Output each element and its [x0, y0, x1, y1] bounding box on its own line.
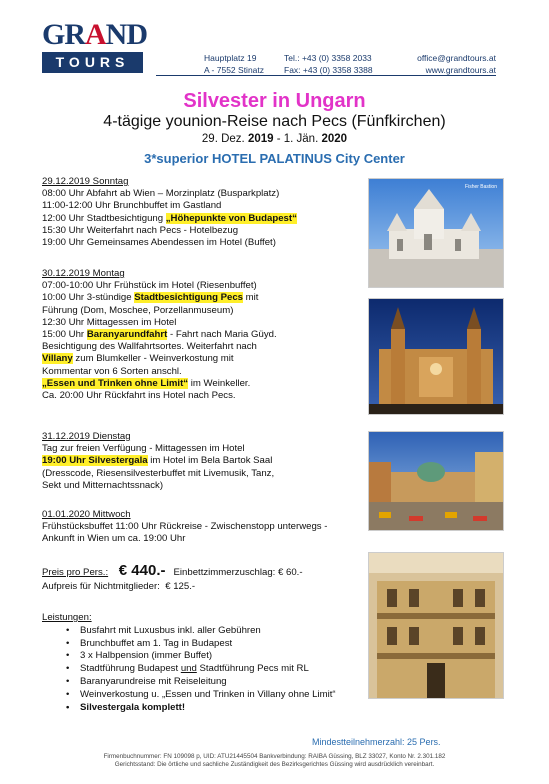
day-2-line: Besichtigung des Wallfahrtsortes. Weiterfahrt nach — [42, 341, 257, 353]
fax: Fax: +43 (0) 3358 3388 — [284, 65, 373, 75]
day-1-line: 08:00 Uhr Abfahrt ab Wien – Morzinplatz (Busparkplatz) — [42, 188, 280, 200]
min-participants: Mindestteilnehmerzahl: 25 Pers. — [312, 737, 441, 747]
day-4-block — [42, 509, 342, 546]
services-heading: Leistungen: — [42, 612, 92, 623]
day-2-block — [42, 268, 342, 402]
hotel-palatinus-photo — [368, 552, 504, 699]
day-4-heading: 01.01.2020 Mittwoch — [42, 509, 131, 520]
day-3-line: (Dresscode, Riesensilvesterbuffet mit Livemusik, Tanz, — [42, 467, 275, 479]
day-3-block — [42, 431, 342, 492]
footer-line-1: Firmenbuchnummer: FN 109098 p, UID: ATU21445504 Bankverbindung: RAIBA Güssing, BLZ 33027, Konto Nr. 2.301.182 — [103, 753, 446, 760]
footer-line-2: Gerichtsstand: Die örtliche und sachliche Zuständigkeit des Bezirksgerichtes Güssing wird ausdrücklich vereinbart. — [114, 761, 435, 768]
day-2-line: 10:00 Uhr 3-stündige Stadtbesichtigung Pecs mit — [42, 292, 259, 304]
list-item: • 3 x Halbpension (immer Buffet) — [80, 650, 336, 663]
list-item: • Busfahrt mit Luxusbus inkl. aller Gebühren — [80, 625, 336, 638]
pecs-square-photo — [368, 431, 504, 531]
day-2-line: 12:30 Uhr Mittagessen im Hotel — [42, 316, 177, 328]
price-label: Preis pro Pers.: — [42, 567, 109, 578]
day-1-block — [42, 176, 342, 249]
address-line-2: A - 7552 Stinatz — [204, 65, 265, 75]
services-list — [42, 625, 336, 715]
day-1-line: 19:00 Uhr Gemeinsames Abendessen im Hotel (Buffet) — [42, 237, 276, 249]
website[interactable]: www.grandtours.at — [425, 65, 496, 75]
day-1-line: 12:00 Uhr Stadtbesichtigung „Höhepunkte von Budapest“ — [42, 212, 297, 224]
services-block — [42, 612, 336, 714]
day-3-line: Sekt und Mitternachtssnack) — [42, 479, 164, 491]
price-block — [42, 564, 303, 594]
header-divider — [156, 75, 496, 76]
day-2-line: Villany zum Blumkeller - Weinverkostung mit — [42, 353, 234, 365]
nonmember-price: € 125.- — [165, 581, 196, 592]
list-item: • Stadtführung Budapest und Stadtführung Pecs mit RL — [80, 663, 336, 676]
day-4-line: Ankunft in Wien um ca. 19:00 Uhr — [42, 533, 186, 545]
day-2-line: Kommentar von 6 Sorten anschl. — [42, 365, 182, 377]
day-2-line: 07:00-10:00 Uhr Frühstück im Hotel (Riesenbuffet) — [42, 280, 257, 292]
day-1-line: 11:00-12:00 Uhr Brunchbuffet im Gastland — [42, 200, 222, 212]
day-3-line: 19:00 Uhr Silvestergala im Hotel im Bela Bartok Saal — [42, 455, 273, 467]
header-contact — [404, 52, 496, 76]
travel-dates: 29. Dez. 2019 - 1. Jän. 2020 — [201, 133, 348, 145]
header-address — [204, 52, 264, 76]
list-item: • Brunchbuffet am 1. Tag in Budapest — [80, 638, 336, 651]
price-amount: € 440.- — [118, 562, 166, 579]
nonmember-label: Aufpreis für Nichtmitglieder: — [42, 581, 160, 592]
day-2-line: Führung (Dom, Moschee, Porzellanmuseum) — [42, 304, 234, 316]
list-item: • Weinverkostung u. „Essen und Trinken in Villany ohne Limit“ — [80, 689, 336, 702]
photo-caption: Fisher Bastion — [465, 184, 497, 190]
email[interactable]: office@grandtours.at — [417, 53, 496, 63]
pecs-cathedral-photo — [368, 298, 504, 415]
day-2-heading: 30.12.2019 Montag — [42, 268, 125, 279]
hotel-name: 3*superior HOTEL PALATINUS City Center — [144, 151, 405, 166]
fisher-bastion-photo — [368, 178, 504, 288]
main-title: Silvester in Ungarn — [183, 90, 366, 112]
footer — [0, 753, 549, 769]
day-2-line: Ca. 20:00 Uhr Rückfahrt ins Hotel nach Pecs. — [42, 390, 236, 402]
logo-grand: GRAND — [42, 18, 148, 51]
day-3-line: Tag zur freien Verfügung - Mittagessen im Hotel — [42, 443, 245, 455]
list-item: • Silvestergala komplett! — [80, 702, 336, 715]
day-1-heading: 29.12.2019 Sonntag — [42, 176, 129, 187]
logo-tours: TOURS — [42, 52, 143, 73]
sub-title: 4-tägige younion-Reise nach Pecs (Fünfkirchen) — [103, 113, 446, 130]
phone: Tel.: +43 (0) 3358 2033 — [284, 53, 372, 63]
single-supplement: Einbettzimmerzuschlag: € 60.- — [173, 567, 303, 578]
header-phone — [284, 52, 373, 76]
address-line-1: Hauptplatz 19 — [204, 53, 257, 63]
day-3-heading: 31.12.2019 Dienstag — [42, 431, 131, 442]
day-2-line: 15:00 Uhr Baranyarundfahrt - Fahrt nach Maria Güyd. — [42, 329, 277, 341]
day-1-line: 15:30 Uhr Weiterfahrt nach Pecs - Hotelbezug — [42, 224, 239, 236]
day-4-line: Frühstücksbuffet 11:00 Uhr Rückreise - Zwischenstopp unterwegs - — [42, 521, 328, 533]
day-2-line: „Essen und Trinken ohne Limit“ im Weinkeller. — [42, 377, 251, 389]
list-item: • Baranyarundreise mit Reiseleitung — [80, 676, 336, 689]
